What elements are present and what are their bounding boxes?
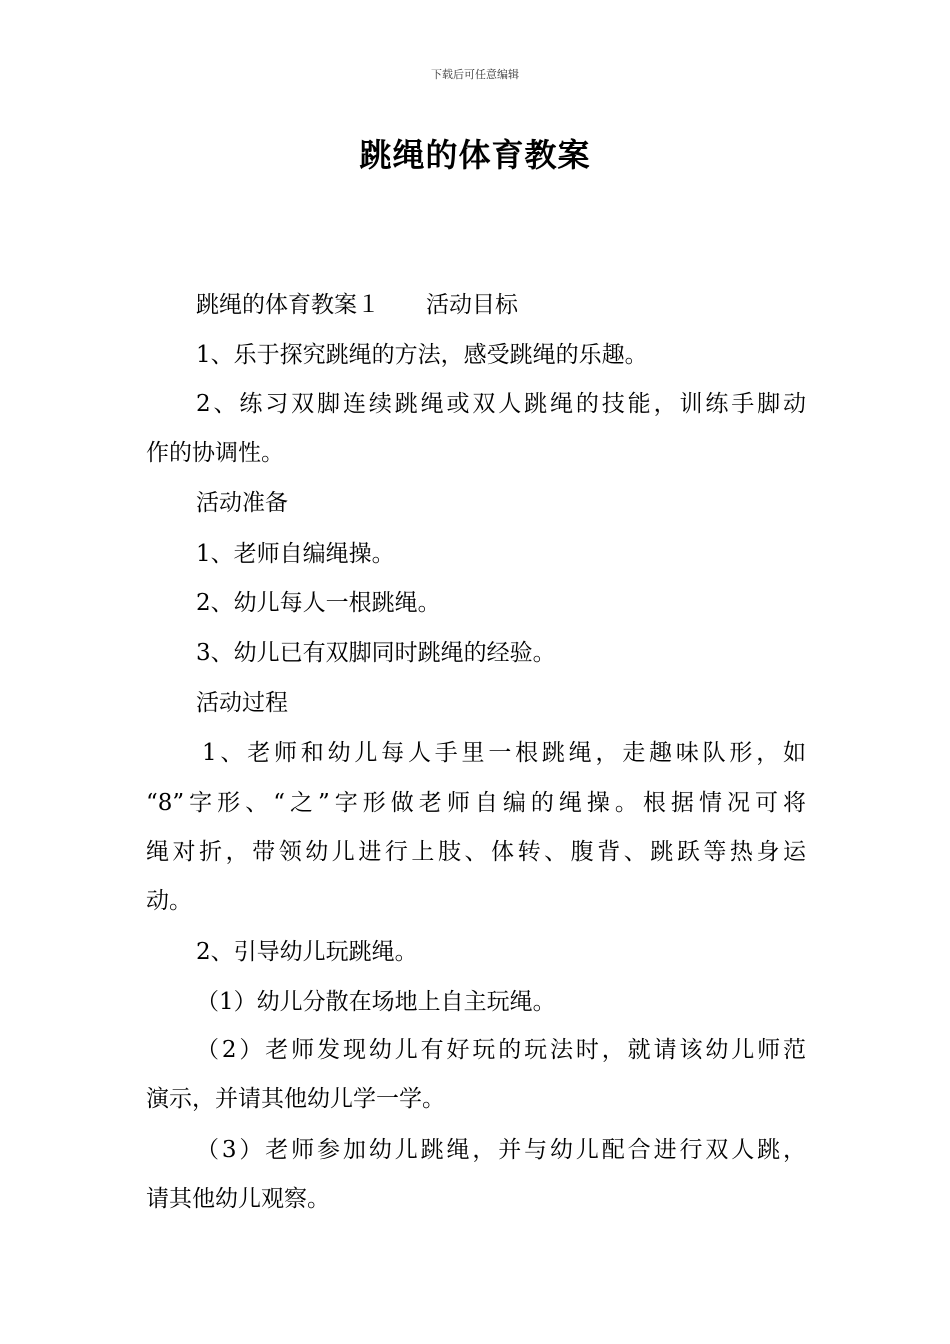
paragraph-line: 1、老师自编绳操。 xyxy=(196,541,395,567)
header-note: 下载后可任意编辑 xyxy=(431,68,519,81)
paragraph-line: 作的协调性。 xyxy=(146,440,284,466)
paragraph-line: （1）幼儿分散在场地上自主玩绳。 xyxy=(196,989,556,1015)
paragraph-line: “8”字形、“之”字形做老师自编的绳操。根据情况可将 xyxy=(146,790,806,816)
document-title: 跳绳的体育教案 xyxy=(359,136,591,174)
paragraph-line: 请其他幼儿观察。 xyxy=(146,1186,330,1212)
paragraph-line: 2、幼儿每人一根跳绳。 xyxy=(196,590,441,616)
paragraph-line: 动。 xyxy=(146,888,192,914)
paragraph-line: 演示，并请其他幼儿学一学。 xyxy=(146,1086,445,1112)
paragraph-line: （2）老师发现幼儿有好玩的玩法时，就请该幼儿师范 xyxy=(196,1037,806,1063)
paragraph-line: 3、幼儿已有双脚同时跳绳的经验。 xyxy=(196,640,556,666)
paragraph-line: 绳对折，带领幼儿进行上肢、体转、腹背、跳跃等热身运 xyxy=(146,839,806,865)
lesson-label: 跳绳的体育教案１ xyxy=(196,292,380,318)
paragraph-line: 2、练习双脚连续跳绳或双人跳绳的技能，训练手脚动 xyxy=(196,391,806,417)
section-heading-process: 活动过程 xyxy=(196,690,288,716)
goals-heading: 活动目标 xyxy=(426,292,518,318)
section-heading-preparation: 活动准备 xyxy=(196,490,288,516)
paragraph-line: 2、引导幼儿玩跳绳。 xyxy=(196,939,418,965)
paragraph-line: 1、乐于探究跳绳的方法，感受跳绳的乐趣。 xyxy=(196,342,648,368)
paragraph-line: 1、老师和幼儿每人手里一根跳绳，走趣味队形，如 xyxy=(202,740,806,766)
section-heading-goals xyxy=(196,286,518,319)
paragraph-line: （3）老师参加幼儿跳绳，并与幼儿配合进行双人跳， xyxy=(196,1137,806,1163)
